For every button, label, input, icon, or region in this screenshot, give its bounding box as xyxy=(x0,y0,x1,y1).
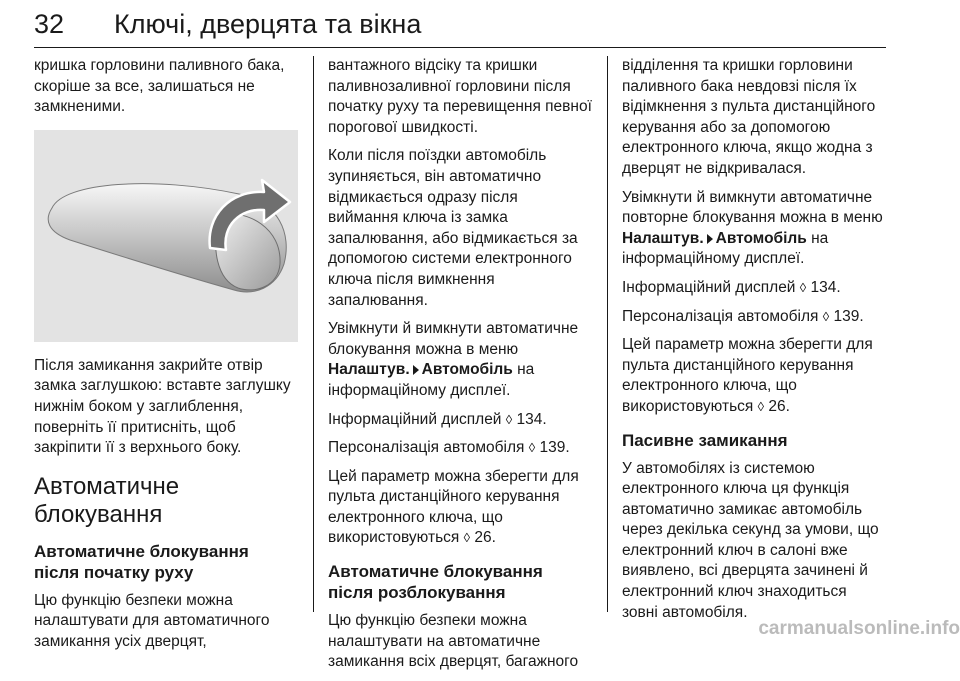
subsection-heading: Пасивне замикання xyxy=(622,430,788,450)
paragraph: Цю функцію безпеки можна налаштувати на автоматичне замикання всіх дверцят, багажного xyxy=(328,612,579,671)
header-rule xyxy=(34,47,886,48)
page-number: 32 xyxy=(34,9,65,39)
menu-path-settings: Налаштув. xyxy=(622,229,704,247)
ref-text: Персоналізація автомобіля xyxy=(328,439,525,457)
menu-arrow-icon xyxy=(707,234,713,244)
paragraph: У автомобілях із системою електронного ключа ця функція автоматично замикає автомобіль через декілька секунд за умови, що електронний ключ в салоні вже виявлено, всі дверцята зачинені й електронний ключ знаходиться зовні автомобіля. xyxy=(622,459,879,621)
reference-icon: ◊ xyxy=(822,308,830,324)
column-1 xyxy=(34,56,298,661)
cross-reference[interactable] xyxy=(328,438,592,459)
menu-path-vehicle: Автомобіль xyxy=(421,361,513,379)
ref-page: 139. xyxy=(833,307,864,325)
subsection-heading: Автоматичне блокування після розблокування xyxy=(328,562,543,603)
paragraph xyxy=(328,319,592,401)
reference-icon: ◊ xyxy=(505,411,513,427)
reference-icon: ◊ xyxy=(799,279,807,295)
section-heading: Автоматичне блокування xyxy=(34,472,180,528)
subsection-heading: Автоматичне блокування після початку руху xyxy=(34,541,249,582)
text: на інформаційному дисплеї. xyxy=(622,229,829,268)
paragraph: Коли після поїздки автомобіль зупиняється, він автоматично відмикається одразу після виймання ключа із замка запалювання, або відмикається за допомогою системи електронного ключа після вимкнення запалювання. xyxy=(328,147,578,309)
ref-text: Інформаційний дисплей xyxy=(328,410,502,428)
cross-reference[interactable] xyxy=(328,410,592,431)
ref-page: 134. xyxy=(810,278,841,296)
paragraph: Цю функцію безпеки можна налаштувати для автоматичного замикання усіх дверцят, xyxy=(34,591,270,650)
ref-page: 26. xyxy=(768,397,790,415)
page-title: Ключі, дверцята та вікна xyxy=(114,9,422,39)
paragraph: вантажного відсіку та кришки паливнозаливної горловини після початку руху та перевищення певної порогової швидкості. xyxy=(328,57,592,136)
door-handle-illustration xyxy=(34,130,298,342)
ref-page: 134. xyxy=(516,410,547,428)
paragraph xyxy=(622,335,886,417)
menu-path-settings: Налаштув. xyxy=(328,361,410,379)
ref-page: 26. xyxy=(474,529,496,547)
page-header xyxy=(34,6,886,46)
text: Цей параметр можна зберегти для пульта дистанційного керування електронного ключа, що використовуються xyxy=(328,467,579,547)
reference-icon: ◊ xyxy=(528,440,536,456)
door-handle-image xyxy=(34,130,298,342)
paragraph xyxy=(622,188,886,270)
paragraph: кришка горловини паливного бака, скоріше за все, залишаться не замкненими. xyxy=(34,57,285,116)
watermark: carmanualsonline.info xyxy=(758,618,960,639)
reference-icon: ◊ xyxy=(463,530,471,546)
menu-arrow-icon xyxy=(413,365,419,375)
column-3 xyxy=(622,56,886,631)
text: Цей параметр можна зберегти для пульта дистанційного керування електронного ключа, що використовуються xyxy=(622,336,873,415)
text: Увімкнути й вимкнути автоматичне блокування можна в меню xyxy=(328,320,579,358)
cross-reference[interactable] xyxy=(622,307,886,328)
ref-text: Інформаційний дисплей xyxy=(622,278,796,296)
menu-path-vehicle: Автомобіль xyxy=(715,229,807,247)
column-divider xyxy=(607,56,608,612)
column-divider xyxy=(313,56,314,612)
cross-reference[interactable] xyxy=(622,278,886,299)
ref-text: Персоналізація автомобіля xyxy=(622,307,819,325)
text: на інформаційному дисплеї. xyxy=(328,361,535,399)
column-2 xyxy=(328,56,592,681)
ref-page: 139. xyxy=(539,439,570,457)
text: Увімкнути й вимкнути автоматичне повторне блокування можна в меню xyxy=(622,188,883,227)
reference-icon: ◊ xyxy=(757,398,765,414)
paragraph: відділення та кришки горловини паливного бака невдовзі після їх відімкнення з пульта дистанційного керування або за допомогою електронного ключа, якщо жодна з дверцят не відкривалася. xyxy=(622,57,876,177)
paragraph: Після замикання закрийте отвір замка заглушкою: вставте заглушку нижнім боком у заглиблення, поверніть її притисніть, щоб закріпити її з верхнього боку. xyxy=(34,356,291,457)
paragraph xyxy=(328,467,592,549)
